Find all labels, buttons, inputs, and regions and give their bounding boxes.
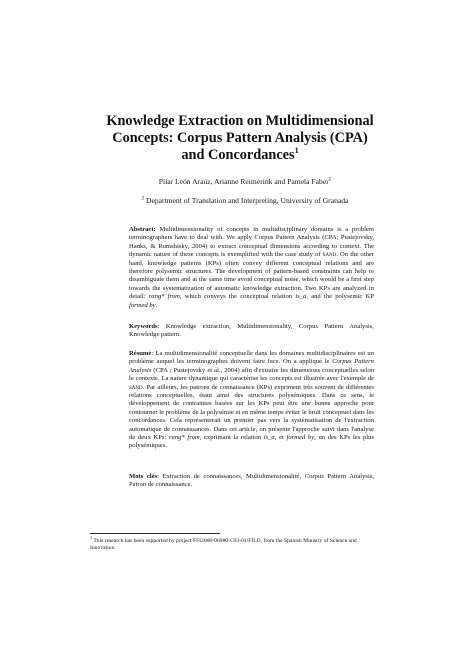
abstract-label: Abstract: [129, 226, 156, 233]
abstract-text-5: . [155, 301, 158, 309]
resume-text-3: . Par ailleurs, les patrons de connaissance (KPs) expriment très souvent de différentes relations conceptuelles, étant ainsi des structures polysémiques. Dans ce sens, le développement de contraintes basées sur les KPs peut être une bonne approche pour contourner le problème de la polysémie et en même temps éviter le bruit conceptuel dans les concordances. Cela représenterait un premier pas vers la systématisation de l'extraction automatique de connaissances. Dans cet article, on présente l'approche suivi dans l'analyse de deux KPs: [129, 383, 374, 442]
keywords-paragraph [129, 323, 374, 340]
resume-kp-rang-from: rang* from [168, 434, 200, 442]
abstract-relation-is-a: is_a [295, 293, 307, 301]
affiliation-line [0, 196, 474, 205]
abstract-kp-formed-by: formed by [129, 301, 156, 309]
footnote [90, 535, 380, 552]
abstract-text-1: Multidimensionality of concepts in multidisciplinary domains is a problem terminographers have to deal with. We apply Corpus Pattern Analysis (CPA; Pustejovsky, Hanks, & Rumshisky, 2004) to extract conceptual dimensions according to context. The dynamic nature of these concepts is exemplified with the case study of [129, 226, 374, 259]
resume-label: Résumé [129, 350, 152, 357]
abstract-paragraph [129, 226, 374, 310]
mots-cles-paragraph [129, 473, 374, 490]
resume-paragraph [129, 350, 374, 451]
abstract-text-4: , and the polysemic KP [306, 293, 374, 301]
footnote-text: This research has been supported by project FFI2008-06080-C03-01/FILO, from the Spanish Ministry of Science and Innovation. [90, 538, 357, 552]
footnote-separator [90, 533, 220, 534]
abstract-text-3: , which conveys the conceptual relation [179, 293, 296, 301]
mots-cles-label: Mots clés [129, 473, 158, 480]
affiliation-mark: 2 [141, 196, 145, 202]
resume-text-4: , exprimant la relation [199, 434, 264, 442]
resume-kp-formed-by: formed by [286, 434, 315, 442]
resume-term-sand: sand [129, 383, 143, 391]
footnote-mark: 1 [90, 535, 93, 541]
resume-text-5: , et [274, 434, 287, 442]
resume-text-2: (CPA ; Pustejovsky et al., 2004) afin d'extraire les dimensions conceptuelles selon le contexte. La nature dynamique qui caractérise les concepts est illustrée avec l'exemple de [129, 366, 374, 383]
abstract-kp-rang-from: rang* from [148, 293, 180, 301]
title-footnote-mark: 1 [294, 146, 299, 156]
resume-term-cpa: Corpus Pattern Analysis [129, 358, 374, 374]
title-text: Knowledge Extraction on Multidimensional Concepts: Corpus Pattern Analysis (CPA) and Concordances [106, 113, 374, 163]
resume-text-6: , un des KPs les plus polysémiques. [129, 434, 374, 450]
resume-text-1: : La multidimensionalité conceptuelle dans les domaines multidisciplinaires est un problème auquel les terminographes doivent faire face. On a appliqué le [129, 350, 374, 366]
paper-title [100, 113, 380, 164]
author-affiliation-mark: 2 [328, 177, 332, 183]
abstract-term-sand: sand [322, 251, 337, 259]
keywords-label: Keywords [129, 323, 158, 330]
affiliation-text: Department of Translation and Interpreting, University of Granada [145, 196, 349, 205]
resume-relation-is-a: is_a [263, 434, 275, 442]
author-line [0, 177, 474, 186]
mots-cles-text: : Extraction de connaissances, Multidimensionalité, Corpus Pattern Analysis, Patron de connaissance. [129, 473, 374, 489]
abstract-text-2: . On the other hand, knowledge patterns (KPs) often convey different conceptual relations and are therefore polysemic structures. The development of pattern-based constraints can help to disambiguate them and at the same time avoid conceptual noise, which would be a first step towards the systematization of automatic knowledge extraction. Two KPs are analyzed in detail: [129, 251, 374, 301]
keywords-text: : Knowledge extraction, Multidimensionality, Corpus Pattern Analysis, Knowledge pattern. [129, 323, 374, 339]
author-names: Pilar León Araúz, Arianne Reimerink and Pamela Faber [158, 177, 329, 186]
